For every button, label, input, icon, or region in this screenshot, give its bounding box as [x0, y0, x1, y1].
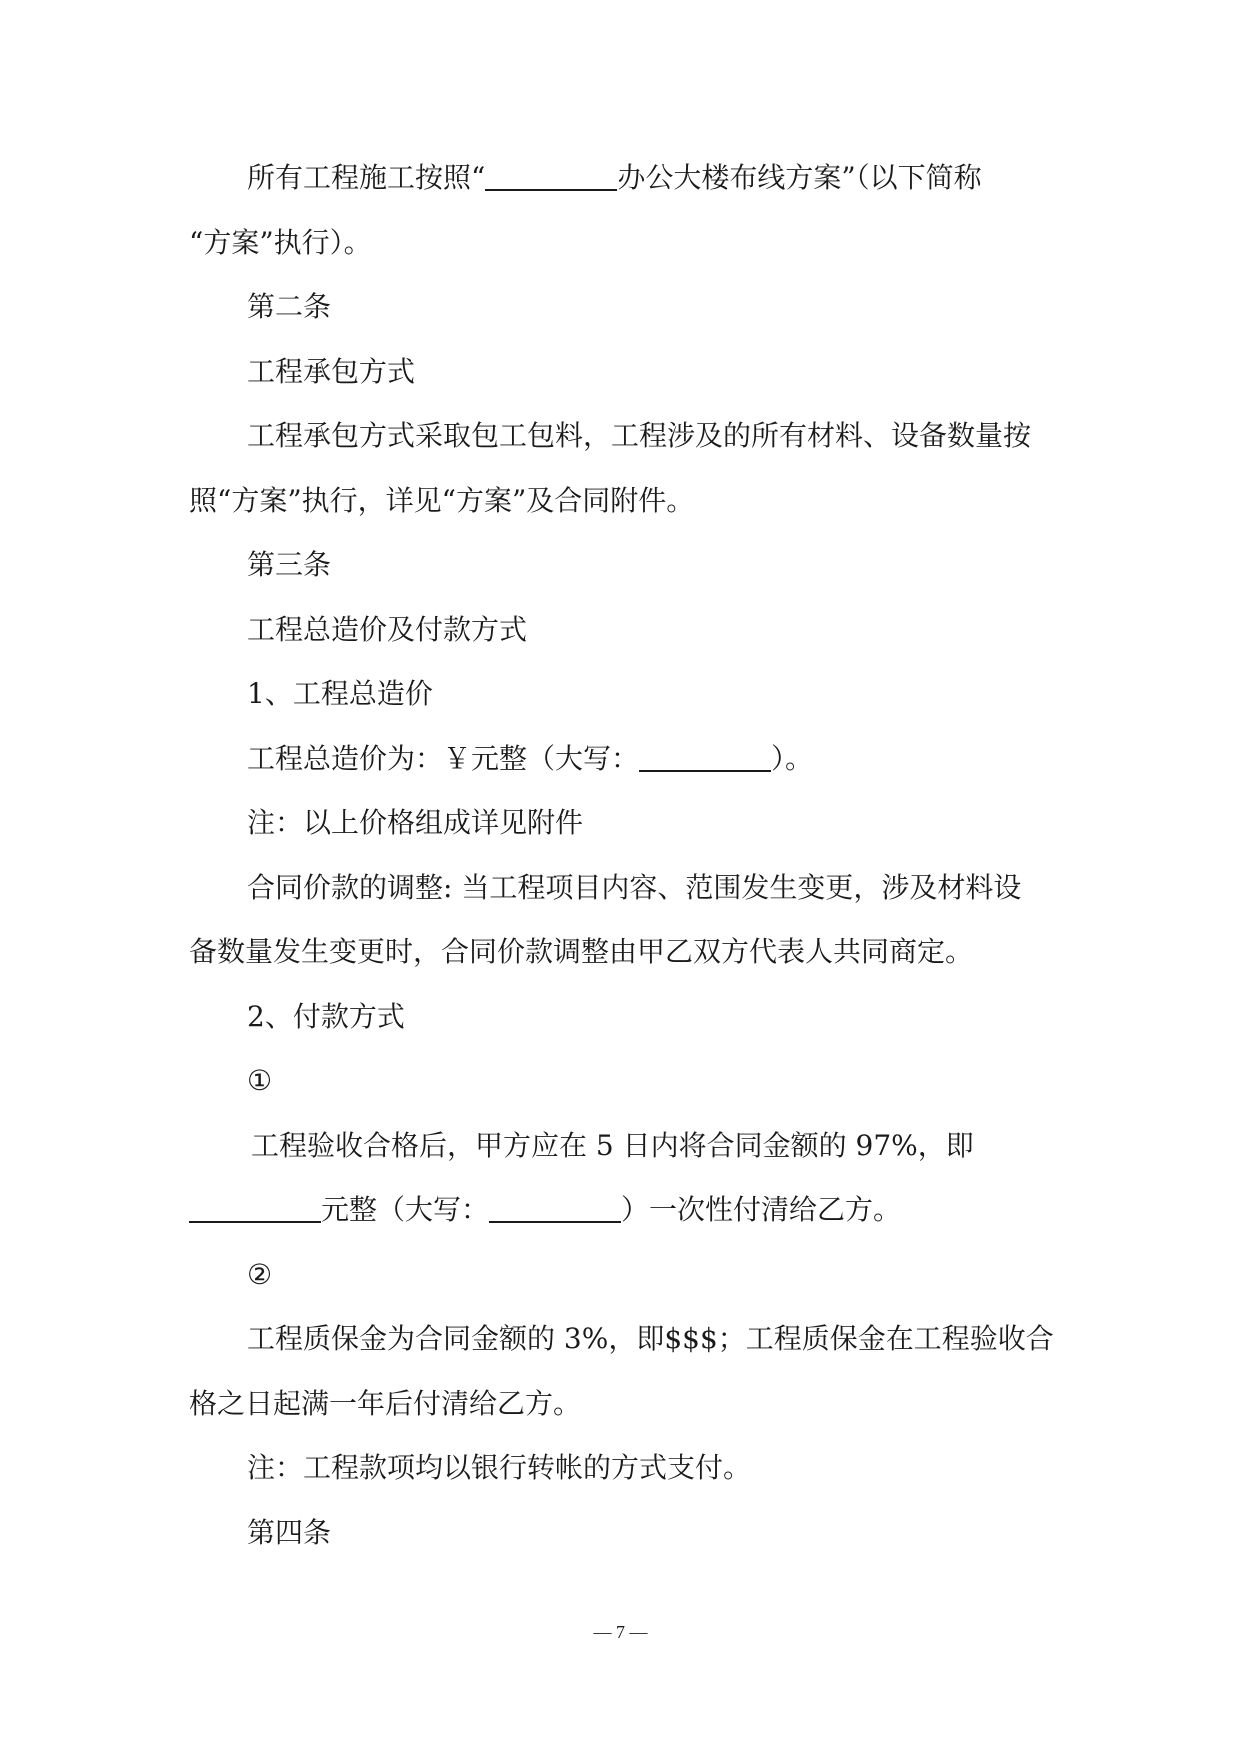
- circled-number-1: ①: [247, 1064, 273, 1097]
- blank-field: [489, 1193, 621, 1223]
- warranty-line2: 格之日起满一年后付清给乙方。: [189, 1386, 582, 1420]
- blank-field: [485, 161, 617, 191]
- payment-line2: [189, 1178, 1059, 1243]
- blank-field: [189, 1193, 321, 1223]
- paragraph-scheme-line2: “方案”执行）。: [189, 225, 372, 259]
- warranty-line1: 工程质保金为合同金额的 3%，即$$$；工程质保金在工程验收合: [247, 1322, 1054, 1355]
- text-segment: 办公大楼布线方案”（以下简称: [617, 161, 982, 194]
- text-segment: 工程总造价为：￥元整（大写：: [247, 741, 640, 775]
- article-4-title: 第四条: [247, 1515, 332, 1549]
- article-2-body-line1: 工程承包方式采取包工包料，工程涉及的所有材料、设备数量按: [247, 419, 1032, 452]
- total-price-line: [189, 727, 1059, 792]
- text-segment: 所有工程施工按照“: [247, 161, 486, 194]
- article-3-heading: 工程总造价及付款方式: [247, 612, 528, 646]
- page-number: — 7 —: [593, 1622, 648, 1642]
- article-2-body-line2: 照“方案”执行，详见“方案”及合同附件。: [189, 483, 695, 517]
- document-body: [189, 146, 1059, 1565]
- text-segment: ）。: [771, 741, 814, 775]
- article-2-heading: 工程承包方式: [247, 354, 416, 388]
- paragraph-scheme-line1: [189, 146, 1059, 211]
- note-price-composition: 注：以上价格组成详见附件: [247, 806, 584, 839]
- text-segment: 元整（大写：: [321, 1193, 490, 1226]
- price-adjust-line1: 合同价款的调整: 当工程项目内容、范围发生变更，涉及材料设: [247, 870, 1022, 904]
- circled-number-2: ②: [247, 1257, 273, 1291]
- payment-line1: 工程验收合格后，甲方应在 5 日内将合同金额的 97%，即: [251, 1128, 974, 1162]
- note-bank-transfer: 注：工程款项均以银行转帐的方式支付。: [247, 1451, 752, 1484]
- blank-field: [639, 742, 771, 772]
- article-2-title: 第二条: [247, 290, 332, 323]
- price-adjust-line2: 备数量发生变更时，合同价款调整由甲乙双方代表人共同商定。: [189, 935, 974, 968]
- article-3-title: 第三条: [247, 548, 332, 581]
- article-3-subheading-2: 2、付款方式: [247, 999, 405, 1033]
- text-segment: ）一次性付清给乙方。: [621, 1193, 902, 1226]
- article-3-subheading-1: 1、工程总造价: [247, 677, 433, 710]
